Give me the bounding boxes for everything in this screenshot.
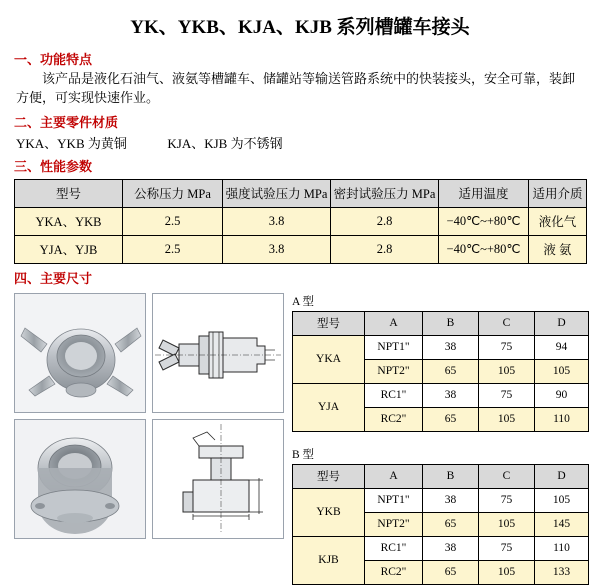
dimension-table-b [292, 464, 589, 585]
cell-a: RC2" [365, 560, 423, 584]
table-label-a: A 型 [292, 295, 315, 308]
cell-temperature: −40℃~+80℃ [439, 207, 529, 235]
cell-model: YKA、YKB [15, 207, 123, 235]
cell-c: 105 [479, 407, 535, 431]
coupling-drawing-b [152, 419, 284, 539]
cell-medium: 液化气 [529, 207, 587, 235]
coupling-photo-b [14, 419, 146, 539]
cell-strength-test-pressure: 3.8 [223, 207, 331, 235]
col-header-a: A [365, 311, 423, 335]
material-brass: YKA、YKB 为黄铜 [16, 135, 127, 151]
cell-b: 65 [423, 560, 479, 584]
table-row [293, 383, 589, 407]
cell-b: 38 [423, 488, 479, 512]
section-heading-features: 一、功能特点 [14, 52, 93, 67]
col-header-model: 型号 [293, 311, 365, 335]
table-row [293, 536, 589, 560]
cell-b: 65 [423, 359, 479, 383]
image-row-a [14, 293, 284, 413]
cell-b: 65 [423, 407, 479, 431]
col-header-c: C [479, 464, 535, 488]
cell-a: NPT1" [365, 488, 423, 512]
cell-b: 38 [423, 536, 479, 560]
col-header-b: B [423, 464, 479, 488]
cell-c: 105 [479, 512, 535, 536]
col-header-strength-test-pressure: 强度试验压力 MPa [223, 179, 331, 207]
table-row [15, 235, 587, 263]
cell-d: 94 [535, 335, 589, 359]
cell-model: KJB [293, 536, 365, 584]
performance-table [14, 179, 587, 264]
table-label-b: B 型 [292, 448, 315, 461]
cell-strength-test-pressure: 3.8 [223, 235, 331, 263]
cell-a: RC1" [365, 536, 423, 560]
cell-a: NPT2" [365, 512, 423, 536]
table-header-row [293, 464, 589, 488]
cell-c: 75 [479, 488, 535, 512]
col-header-model: 型号 [293, 464, 365, 488]
cell-temperature: −40℃~+80℃ [439, 235, 529, 263]
cell-b: 65 [423, 512, 479, 536]
cell-d: 90 [535, 383, 589, 407]
image-row-b [14, 419, 284, 539]
section-heading-performance: 三、性能参数 [14, 158, 93, 174]
cell-a: NPT2" [365, 359, 423, 383]
cell-medium: 液 氨 [529, 235, 587, 263]
section-heading-dimensions: 四、主要尺寸 [14, 270, 93, 286]
cell-model: YJA [293, 383, 365, 431]
cell-d: 105 [535, 359, 589, 383]
dimension-table-a [292, 311, 589, 432]
table-header-row [15, 179, 587, 207]
dimension-tables [292, 293, 588, 585]
coupling-drawing-a [152, 293, 284, 413]
cell-d: 133 [535, 560, 589, 584]
cell-a: RC1" [365, 383, 423, 407]
coupling-photo-a [14, 293, 146, 413]
table-gap [292, 432, 588, 446]
col-header-nominal-pressure: 公称压力 MPa [123, 179, 223, 207]
col-header-seal-test-pressure: 密封试验压力 MPa [331, 179, 439, 207]
page-title: YK、YKB、KJA、KJB 系列槽罐车接头 [130, 17, 470, 38]
cell-d: 110 [535, 536, 589, 560]
cell-nominal-pressure: 2.5 [123, 235, 223, 263]
cell-nominal-pressure: 2.5 [123, 207, 223, 235]
cell-seal-test-pressure: 2.8 [331, 235, 439, 263]
table-header-row [293, 311, 589, 335]
cell-a: NPT1" [365, 335, 423, 359]
cell-c: 75 [479, 335, 535, 359]
table-row [15, 207, 587, 235]
col-header-temperature: 适用温度 [439, 179, 529, 207]
cell-c: 75 [479, 383, 535, 407]
cell-b: 38 [423, 335, 479, 359]
col-header-d: D [535, 464, 589, 488]
table-row [293, 335, 589, 359]
cell-a: RC2" [365, 407, 423, 431]
cell-model: YKA [293, 335, 365, 383]
cell-c: 105 [479, 560, 535, 584]
product-images [14, 293, 284, 545]
section-body-features: 该产品是液化石油气、液氨等槽罐车、储罐站等输送管路系统中的快装接头，安全可靠，装卸方便，可实现快速作业。 [16, 71, 576, 105]
cell-b: 38 [423, 383, 479, 407]
cell-model: YKB [293, 488, 365, 536]
cell-seal-test-pressure: 2.8 [331, 207, 439, 235]
section-heading-materials: 二、主要零件材质 [14, 114, 119, 130]
col-header-model: 型号 [15, 179, 123, 207]
cell-d: 105 [535, 488, 589, 512]
col-header-b: B [423, 311, 479, 335]
cell-d: 145 [535, 512, 589, 536]
col-header-a: A [365, 464, 423, 488]
dimensions-section [0, 293, 600, 579]
table-row [293, 488, 589, 512]
col-header-d: D [535, 311, 589, 335]
section-body-materials [16, 133, 600, 152]
col-header-medium: 适用介质 [529, 179, 587, 207]
cell-c: 75 [479, 536, 535, 560]
cell-d: 110 [535, 407, 589, 431]
cell-model: YJA、YJB [15, 235, 123, 263]
cell-c: 105 [479, 359, 535, 383]
col-header-c: C [479, 311, 535, 335]
material-stainless: KJA、KJB 为不锈钢 [167, 135, 283, 151]
